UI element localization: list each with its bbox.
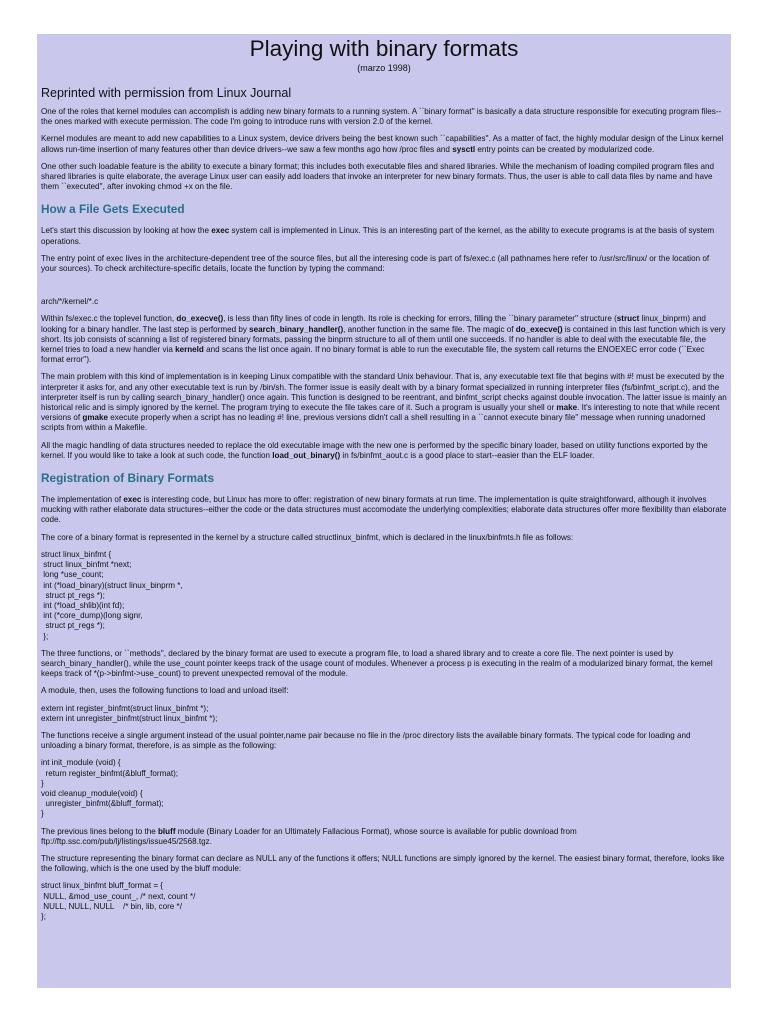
section1-paragraph-4: The main problem with this kind of implementation is in keeping Linux compatible with the standard Unix behaviour. That is, any executable text file that begins with #! must be executed by the interpreter it asks for, and any other executable text is run by /bin/sh. The former issue is easily dealt with by a binary format specialized in running interpreter files (fs/binfmt_script.c), and the interpreter itself is run by calling search_binary_handler() once again. This function is designed to be reentrant, and binfmt_script checks against double invocation. The latter issue is mainly an historical relic and is simply ignored by the kernel. The program trying to execute the file takes care of it. Such a program is usually your shell or make. It's interesting to note that while recent versions of gmake execute properly when a script has no leading #! line, previous versions didn't call a shell resulting in a ``cannot execute binary file'' message when running unadorned scripts from within a Makefile. <box>41 372 727 433</box>
document-page <box>37 34 731 988</box>
code-block-bluff: struct linux_binfmt bluff_format = { NULL, &mod_use_count_, /* next, count */ NULL, NULL, NULL /* bin, lib, core */ }; <box>41 881 196 921</box>
section2-paragraph-4: A module, then, uses the following functions to load and unload itself: <box>41 686 289 696</box>
section1-paragraph-2: The entry point of exec lives in the architecture-dependent tree of the source files, but all the interesing code is part of fs/exec.c (all pathnames here refer to /usr/src/linux/ or the location of your sources). To check architecture-specific details, locate the function by typing the command: <box>41 253 710 274</box>
spacer <box>41 281 727 297</box>
section2-paragraph-6: The previous lines belong to the bluff module (Binary Loader for an Ultimately Fallacious Format), whose source is available for public download from ftp://ftp.ssc.com/pub/lj/listings/issue45/2568.tgz. <box>41 826 577 846</box>
section2-paragraph-1: The implementation of exec is interesting code, but Linux has more to offer: registration of new binary formats at run time. The implementation is quite straightforward, although it involves mucking with rather elaborate data structures--either the code or the data structures must accomodate the underlying complexities; elaborate data structures offer more flexibility than elaborate code. <box>41 495 727 525</box>
publication-date: (marzo 1998) <box>357 63 411 73</box>
section1-paragraph-1: Let's start this discussion by looking at how the exec system call is implemented in Linux. This is an interesting part of the kernel, as the ability to execute programs is at the basis of system operations. <box>41 226 715 246</box>
page-title: Playing with binary formats <box>249 36 519 61</box>
section2-paragraph-2: The core of a binary format is represented in the kernel by a structure called structlinux_binfmt, which is declared in the linux/binfmts.h file as follows: <box>41 532 574 542</box>
section-heading-executed: How a File Gets Executed <box>41 202 185 217</box>
reprint-notice: Reprinted with permission from Linux Journal <box>41 86 292 100</box>
section-heading-registration: Registration of Binary Formats <box>41 471 215 486</box>
command-line: arch/*/kernel/*.c <box>41 297 99 307</box>
section2-paragraph-7: The structure representing the binary format can declare as NULL any of the functions it offers; NULL functions are simply ignored by the kernel. The easiest binary format, therefore, looks like the following, which is the one used by the bluff module: <box>41 853 725 874</box>
intro-paragraph-2: Kernel modules are meant to add new capabilities to a Linux system, device drivers being the best known such ``capabilities''. As a matter of fact, the highly modular design of the Linux kernel allows run-time insertion of many features other than device drivers--we saw a few months ago how /proc files and sysctl entry points can be created by modularized code. <box>41 134 724 154</box>
section2-paragraph-3: The three functions, or ``methods'', declared by the binary format are used to execute a program file, to load a shared library and to create a core file. The next pointer is used by search_binary_handler(), while the use_count pointer keeps track of the usage count of modules. Whenever a process p is executing in the realm of a modularized binary format, the kernel keeps track of *(p->binfmt->use_count) to prevent unexpected removal of the module. <box>41 648 713 679</box>
section1-paragraph-3: Within fs/exec.c the toplevel function, do_execve(), is less than fifty lines of code in length. Its role is checking for errors, filling the ``binary parameter'' structure (struct linux_binprm) and looking for a binary handler. The last step is performed by search_binary_handler(), another function in the same file. The magic of do_execve() is contained in this last function which is very short. Its job consists of scanning a list of registered binary formats, passing the binprm structure to all of them until one succeeds. If no handler is able to deal with the executable file, the kernel tries to load a new handler via kerneld and scans the list once again. If no binary format is able to run the executable file, the system call returns the ENOEXEC error code (``Exec format error''). <box>41 314 726 365</box>
code-block-extern: extern int register_binfmt(struct linux_binfmt *); extern int unregister_binfmt(struct linux_binfmt *); <box>41 703 218 723</box>
code-block-struct: struct linux_binfmt { struct linux_binfmt *next; long *use_count; int (*load_binary)(struct linux_binprm *, struct pt_regs *); int (*load_shlib)(int fd); int (*core_dump)(long signr, struct pt_regs *); }; <box>41 549 183 641</box>
section1-paragraph-5: All the magic handling of data structures needed to replace the old executable image with the new one is performed by the specific binary loader, based on utility functions exported by the kernel. If you would like to take a look at such code, the function load_out_binary() in fs/binfmt_aout.c is a good place to start--easier than the ELF loader. <box>41 440 708 460</box>
intro-paragraph-3: One other such loadable feature is the ability to execute a binary format; this includes both executable files and shared libraries. While the mechanism of loading compiled program files and shared libraries is quite elaborate, the average Linux user can easily add loaders that invoke an interpreter for new binary formats. Thus, the user is able to call data files by name and have them ``executed'', after invoking chmod +x on the file. <box>41 161 715 192</box>
code-block-module: int init_module (void) { return register_binfmt(&bluff_format); } void cleanup_module(void) { unregister_binfmt(&bluff_format); } <box>41 758 179 819</box>
section2-paragraph-5: The functions receive a single argument instead of the usual pointer,name pair because no file in the /proc directory lists the available binary formats. The typical code for loading and unloading a binary format, therefore, is as simple as the following: <box>41 730 691 751</box>
intro-paragraph-1: One of the roles that kernel modules can accomplish is adding new binary formats to a running system. A ``binary format'' is basically a data structure responsible for executing program files--the ones marked with execute permission. The code I'm going to introduce runs with version 2.0 of the kernel. <box>41 107 722 127</box>
